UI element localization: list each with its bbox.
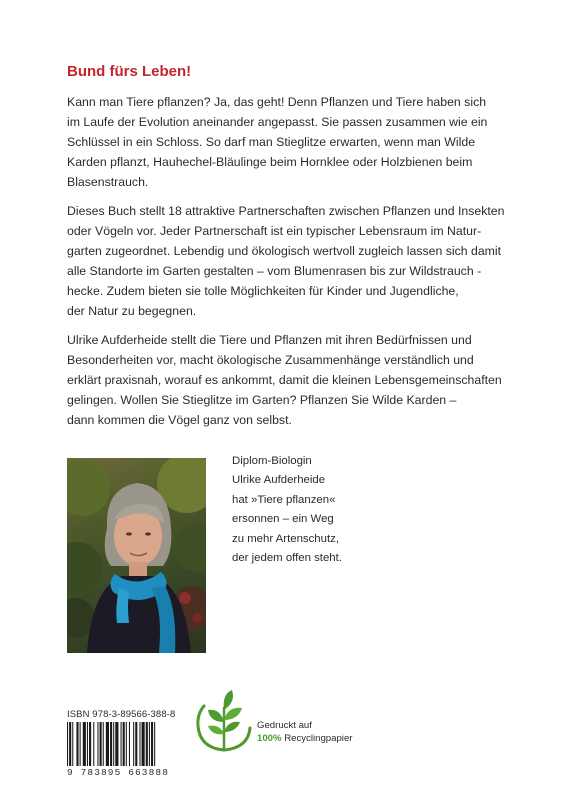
barcode-bar — [69, 722, 71, 766]
text-line: Dieses Buch stellt 18 attraktive Partnerschaften zwischen Pflanzen und Insekten — [67, 204, 505, 218]
barcode-bar — [121, 722, 122, 766]
barcode-bar — [72, 722, 73, 766]
text-line: erklärt praxisnah, worauf es ankommt, damit die kleinen Lebensgemeinschaften — [67, 373, 502, 387]
author-portrait-illustration — [67, 458, 206, 653]
barcode-bar — [113, 722, 114, 766]
text-line: Karden pflanzt, Hauhechel-Bläulinge beim Hornklee oder Holzbienen beim — [67, 155, 473, 169]
barcode-bar — [106, 722, 109, 766]
recycling-line1: Gedruckt auf — [257, 720, 312, 731]
barcode-bar — [139, 722, 140, 766]
barcode-bar — [126, 722, 127, 766]
barcode-bar — [103, 722, 104, 766]
bio-line: ersonnen – ein Weg — [232, 513, 334, 526]
text-line: dann kommen die Vögel ganz von selbst. — [67, 413, 292, 427]
barcode-bar — [100, 722, 102, 766]
barcode — [67, 722, 190, 766]
text-line: im Laufe der Evolution aneinander angepasst. Sie passen zusammen wie ein — [67, 115, 488, 129]
text-line: Kann man Tiere pflanzen? Ja, das geht! Denn Pflanzen und Tiere haben sich — [67, 95, 487, 109]
barcode-bar — [151, 722, 153, 766]
bio-line: zu mehr Artenschutz, — [232, 532, 339, 545]
barcode-bar — [129, 722, 130, 766]
bio-line: der jedem offen steht. — [232, 552, 342, 565]
text-line: hecke. Zudem bieten sie tolle Möglichkeiten für Kinder und Jugendliche, — [67, 284, 459, 298]
text-line: gelingen. Wollen Sie Stieglitze im Garten? Pflanzen Sie Wilde Karden – — [67, 393, 457, 407]
barcode-bar — [80, 722, 81, 766]
text-line: Ulrike Aufderheide stellt die Tiere und Pflanzen mit ihren Bedürfnissen und — [67, 333, 472, 347]
barcode-bar — [133, 722, 134, 766]
barcode-bar — [89, 722, 91, 766]
barcode-bar — [142, 722, 145, 766]
text-line: Schlüssel in ein Schloss. So darf man Stieglitze erwarten, wenn man Wilde — [67, 135, 476, 149]
barcode-bar — [76, 722, 78, 766]
paragraph-author — [67, 330, 515, 430]
bio-line: Ulrike Aufderheide — [232, 474, 326, 487]
recycling-leaf-icon — [192, 686, 256, 754]
barcode-bar — [135, 722, 137, 766]
barcode-bar — [123, 722, 125, 766]
isbn-label: ISBN 978-3-89566-388-8 — [67, 709, 176, 720]
barcode-bar — [83, 722, 86, 766]
text-line: der Natur zu begegnen. — [67, 304, 197, 318]
barcode-bar — [67, 722, 68, 766]
text-line: alle Standorte im Garten gestalten – vom Blumenrasen bis zur Wildstrauch - — [67, 264, 482, 278]
barcode-digits: 9 783895 663888 — [67, 767, 170, 778]
text-line: Besonderheiten vor, macht ökologische Zusammenhänge verständlich und — [67, 353, 474, 367]
bio-line: hat »Tiere pflanzen« — [232, 493, 336, 506]
recycling-line2: Recyclingpapier — [281, 733, 353, 744]
paragraph-book-content — [67, 201, 515, 321]
text-line: garten zugeordnet. Lebendig und ökologisch wertvoll zugleich lassen sich damit — [67, 244, 502, 258]
barcode-bar — [154, 722, 155, 766]
barcode-bar — [87, 722, 88, 766]
barcode-bar — [146, 722, 148, 766]
barcode-bar — [97, 722, 98, 766]
headline: Bund fürs Leben! — [67, 63, 192, 80]
author-bio — [232, 452, 412, 568]
recycling-percent: 100% — [257, 733, 282, 744]
text-line: Blasenstrauch. — [67, 175, 149, 189]
bio-line: Diplom-Biologin — [232, 455, 312, 467]
paragraph-intro — [67, 92, 515, 192]
text-line: oder Vögeln vor. Jeder Partnerschaft ist ein typischer Lebensraum im Natur- — [67, 224, 482, 238]
barcode-bar — [93, 722, 94, 766]
recycling-text — [257, 719, 352, 745]
author-photo — [67, 458, 206, 653]
barcode-bar — [115, 722, 118, 766]
barcode-bar — [149, 722, 150, 766]
barcode-bar — [110, 722, 112, 766]
